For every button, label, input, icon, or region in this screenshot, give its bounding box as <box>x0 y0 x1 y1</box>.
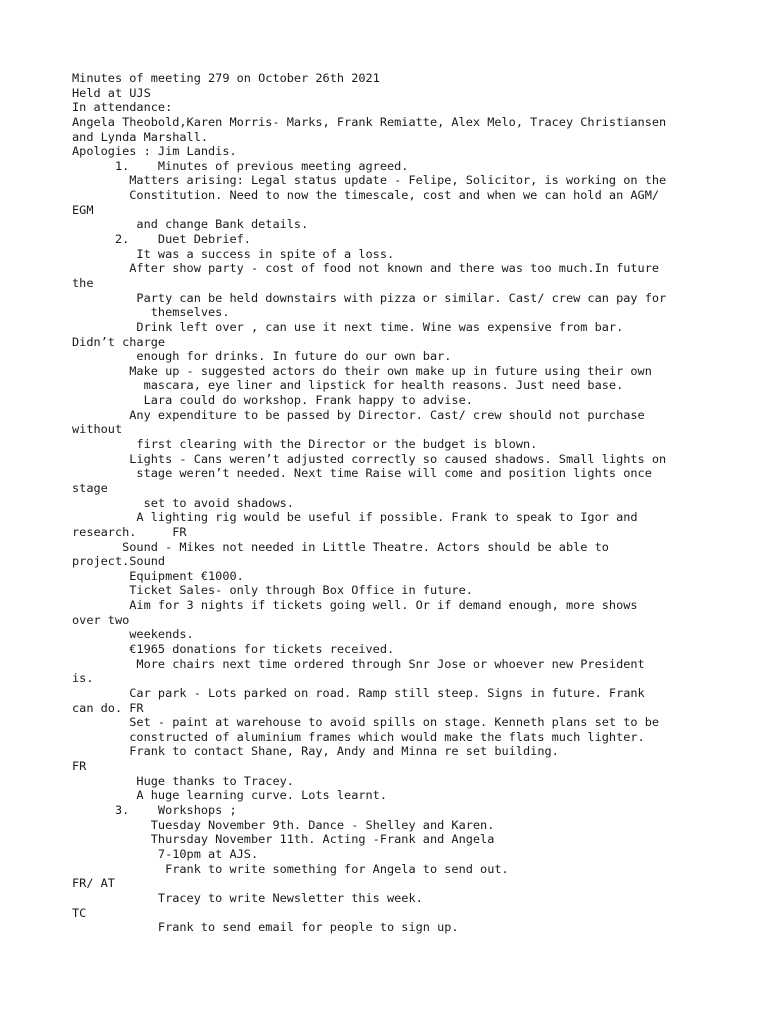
document-line: 3. Workshops ; <box>72 803 237 818</box>
document-line: stage weren’t needed. Next time Raise will come and position lights once <box>72 466 652 481</box>
document-line: FR <box>72 759 87 774</box>
document-line: EGM <box>72 202 94 217</box>
document-line: Tuesday November 9th. Dance - Shelley and Karen. <box>72 817 495 832</box>
document-line: Make up - suggested actors do their own make up in future using their own <box>72 363 652 378</box>
document-line: mascara, eye liner and lipstick for health reasons. Just need base. <box>72 378 624 393</box>
document-line: project.Sound <box>72 554 166 569</box>
document-line: Held at UJS <box>72 85 151 100</box>
document-line: Car park - Lots parked on road. Ramp still steep. Signs in future. Frank <box>72 685 645 700</box>
document-line: Any expenditure to be passed by Director. Cast/ crew should not purchase <box>72 407 645 422</box>
document-line: Didn’t charge <box>72 334 166 349</box>
document-line: Minutes of meeting 279 on October 26th 2021 <box>72 71 380 85</box>
document-line: Huge thanks to Tracey. <box>72 773 294 788</box>
document-line: themselves. <box>72 305 230 320</box>
document-line: Apologies : Jim Landis. <box>72 144 237 159</box>
document-line: Matters arising: Legal status update - Felipe, Solicitor, is working on the <box>72 173 667 188</box>
document-line: In attendance: <box>72 100 173 115</box>
document-line: Equipment €1000. <box>72 568 244 583</box>
document-line: and Lynda Marshall. <box>72 129 209 144</box>
document-line: and change Bank details. <box>72 217 309 232</box>
document-line: Ticket Sales- only through Box Office in future. <box>72 583 473 598</box>
document-line: 2. Duet Debrief. <box>72 232 251 247</box>
document-line: is. <box>72 671 94 686</box>
document-line: set to avoid shadows. <box>72 495 294 510</box>
document-line: A huge learning curve. Lots learnt. <box>72 788 387 803</box>
document-line: Angela Theobold,Karen Morris- Marks, Frank Remiatte, Alex Melo, Tracey Christiansen <box>72 114 667 129</box>
document-line: Lights - Cans weren’t adjusted correctly so caused shadows. Small lights on <box>72 451 667 466</box>
document-line: the <box>72 275 94 290</box>
meeting-minutes-document <box>72 71 712 935</box>
document-line: over two <box>72 612 130 627</box>
document-line: constructed of aluminium frames which would make the flats much lighter. <box>72 729 645 744</box>
document-line: After show party - cost of food not known and there was too much.In future <box>72 261 660 276</box>
document-line: Drink left over , can use it next time. Wine was expensive from bar. <box>72 319 624 334</box>
document-line: Frank to contact Shane, Ray, Andy and Minna re set building. <box>72 744 559 759</box>
document-line: FR/ AT <box>72 876 115 891</box>
document-line: Party can be held downstairs with pizza or similar. Cast/ crew can pay for <box>72 290 667 305</box>
document-line: 1. Minutes of previous meeting agreed. <box>72 158 409 173</box>
document-line: Set - paint at warehouse to avoid spills on stage. Kenneth plans set to be <box>72 715 660 730</box>
document-line: first clearing with the Director or the budget is blown. <box>72 437 538 452</box>
document-line: Frank to send email for people to sign up. <box>72 920 459 935</box>
document-line: Thursday November 11th. Acting -Frank and Angela <box>72 832 495 847</box>
document-line: 7-10pm at AJS. <box>72 846 259 861</box>
document-line: Lara could do workshop. Frank happy to advise. <box>72 393 473 408</box>
document-line: Constitution. Need to now the timescale, cost and when we can hold an AGM/ <box>72 188 660 203</box>
document-line: research. FR <box>72 524 187 539</box>
document-line: Tracey to write Newsletter this week. <box>72 890 423 905</box>
document-line: €1965 donations for tickets received. <box>72 641 395 656</box>
document-line: More chairs next time ordered through Snr Jose or whoever new President <box>72 656 645 671</box>
document-line: Frank to write something for Angela to send out. <box>72 861 509 876</box>
document-line: It was a success in spite of a loss. <box>72 246 395 261</box>
document-line: Aim for 3 nights if tickets going well. Or if demand enough, more shows <box>72 598 638 613</box>
document-line: can do. FR <box>72 700 144 715</box>
document-line: TC <box>72 905 87 920</box>
document-line: stage <box>72 480 108 495</box>
document-line: without <box>72 422 123 437</box>
document-line: Sound - Mikes not needed in Little Theatre. Actors should be able to <box>72 539 609 554</box>
document-line: A lighting rig would be useful if possible. Frank to speak to Igor and <box>72 510 638 525</box>
document-line: enough for drinks. In future do our own bar. <box>72 349 452 364</box>
document-line: weekends. <box>72 627 194 642</box>
